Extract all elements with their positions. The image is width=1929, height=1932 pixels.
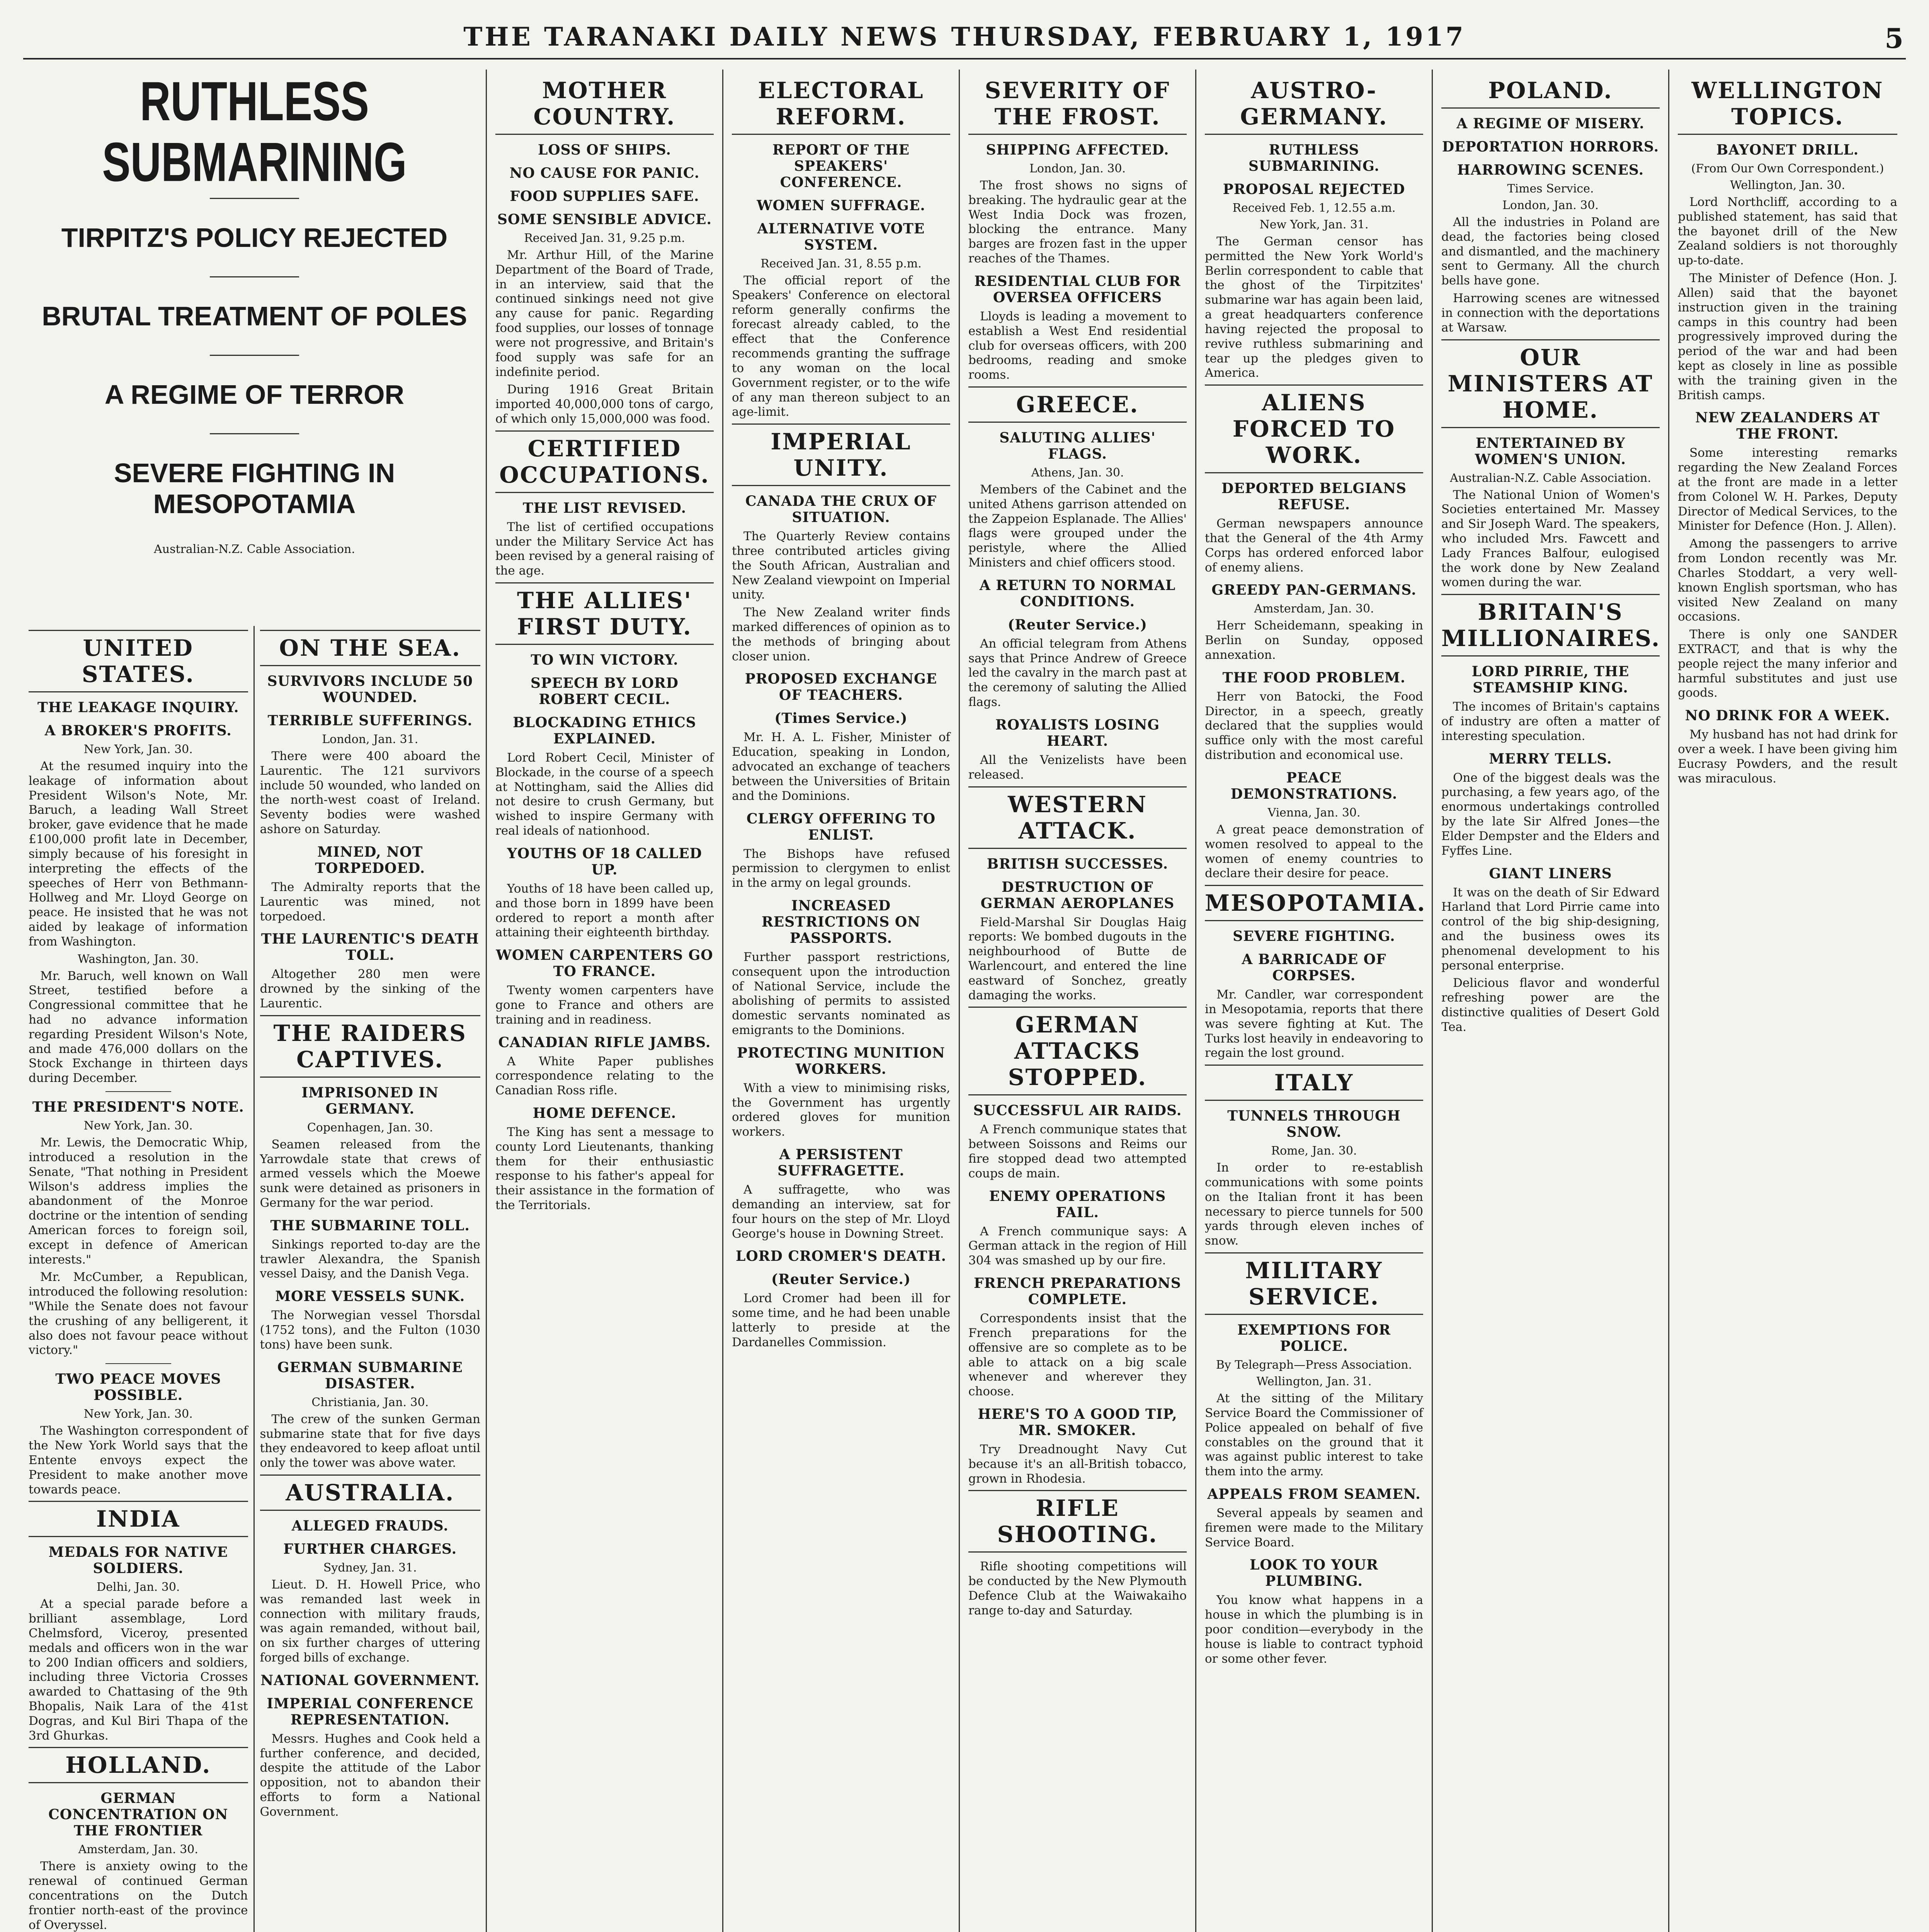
section-head: HOLLAND. — [29, 1747, 248, 1783]
paragraph: Lloyds is leading a movement to establish a West End residential club for overseas officers, with 200 bedrooms, reading and smoke rooms. — [968, 309, 1187, 382]
paragraph: Mr. Arthur Hill, of the Marine Department of the Board of Trade, in an interview, said that the continued sinkings need not give any cause for panic. Regarding food supplies, our losses of tonnage were not progressive, and Britain's food supply was safe for an indefinite period. — [495, 248, 714, 379]
paragraph: At a special parade before a brilliant assemblage, Lord Chelmsford, Viceroy, presented medals and officers won in the war to 200 Indian officers and soldiers, including three Victoria Crosses awarded to Chattasing of the 9th Bhopalis, Naik Lara of the 41st Dogras, and Kul Biri Thapa of the 3rd Ghurkas. — [29, 1597, 248, 1743]
section-head: GERMAN ATTACKS STOPPED. — [968, 1007, 1187, 1095]
paragraph: Sinkings reported to-day are the trawler Alexandra, the Spanish vessel Daisy, and the Danish Vega. — [260, 1237, 480, 1281]
subhead: MORE VESSELS SUNK. — [275, 1288, 465, 1305]
subhead: THE LEAKAGE INQUIRY. — [37, 699, 239, 716]
dateline: Australian-N.Z. Cable Association. — [1450, 471, 1651, 485]
paragraph: Harrowing scenes are witnessed in connection with the deportations at Warsaw. — [1441, 291, 1660, 335]
column-2 — [487, 70, 723, 1932]
section-head: THE ALLIES' FIRST DUTY. — [495, 582, 714, 645]
dateline: Delhi, Jan. 30. — [97, 1580, 180, 1594]
paragraph: Further passport restrictions, consequent upon the introduction of National Service, include the abolishing of permits to assisted domestic servants nominated as emigrants to the Dominions. — [732, 950, 950, 1037]
paragraph: Mr. Lewis, the Democratic Whip, introduced a resolution in the Senate, "That nothing in President Wilson's address implies the abandonment of the Monroe doctrine or the intention of sending American forces to foreign soil, except in defence of American interests." — [29, 1136, 248, 1267]
dateline: Christiania, Jan. 30. — [311, 1395, 429, 1409]
paragraph: There were 400 aboard the Laurentic. The 121 survivors include 50 wounded, who landed on the north-west coast of Ireland. Seventy bodies were washed ashore on Saturday. — [260, 749, 480, 837]
section-head: POLAND. — [1441, 73, 1660, 109]
paragraph: Several appeals by seamen and firemen were made to the Military Service Board. — [1205, 1506, 1423, 1549]
dateline: Amsterdam, Jan. 30. — [1254, 602, 1374, 616]
subhead: A BROKER'S PROFITS. — [44, 723, 232, 739]
subhead: SURVIVORS INCLUDE 50 WOUNDED. — [267, 673, 473, 706]
dateline: New York, Jan. 30. — [83, 1407, 193, 1421]
paragraph: The German censor has permitted the New York World's Berlin correspondent to cable that the ghost of the Tirpitzites' submarine war has again been laid, a great headquarters conference having rejected the proposal to revive ruthless submarining and tear up the pledges given to America. — [1205, 235, 1423, 380]
dateline: New York, Jan. 31. — [1259, 218, 1369, 231]
dateline: Wellington, Jan. 30. — [1730, 179, 1845, 192]
dateline: New York, Jan. 30. — [83, 1119, 193, 1133]
paragraph: Lord Cromer had been ill for some time, and he had been unable latterly to preside at the Dardanelles Commission. — [732, 1291, 950, 1349]
subhead: ENEMY OPERATIONS FAIL. — [989, 1188, 1166, 1221]
subhead: THE LIST REVISED. — [522, 500, 687, 516]
paragraph: The frost shows no signs of breaking. The hydraulic gear at the West India Dock was frozen, blocking the entrance. Many barges are frozen fast in the upper reaches of the Thames. — [968, 179, 1187, 266]
masthead-day: THURSDAY, — [951, 22, 1141, 52]
masthead-title: THE TARANAKI DAILY NEWS — [463, 22, 940, 52]
subhead: DEPORTATION HORRORS. — [1442, 139, 1659, 155]
on-the-sea-column — [255, 626, 486, 1932]
subhead: APPEALS FROM SEAMEN. — [1207, 1486, 1421, 1502]
dateline: Amsterdam, Jan. 30. — [78, 1843, 198, 1857]
subhead: ROYALISTS LOSING HEART. — [995, 716, 1160, 749]
section-head: ON THE SEA. — [260, 630, 481, 666]
subhead: MERRY TELLS. — [1489, 750, 1612, 767]
dateline: Athens, Jan. 30. — [1031, 466, 1124, 480]
subhead: HOME DEFENCE. — [532, 1105, 677, 1121]
paragraph: Lord Northcliff, according to a published statement, has said that the bayonet drill of the New Zealand soldiers is not thoroughly up-to-date. — [1678, 195, 1897, 268]
subhead: RUTHLESS SUBMARINING. — [1248, 142, 1380, 174]
subhead: PROTECTING MUNITION WORKERS. — [737, 1044, 945, 1077]
subhead: (Reuter Service.) — [1008, 616, 1147, 633]
paragraph: A suffragette, who was demanding an interview, sat for four hours on the step of Mr. Lloyd George's house in Downing Street. — [732, 1183, 950, 1241]
paragraph: The official report of the Speakers' Conference on electoral reform generally confirms the forecast already cabled, to the effect that the Conference recommends granting the suffrage to any woman on the local Government register, or to the wife of any man thereon subject to an age-limit. — [732, 274, 950, 419]
section-head: THE RAIDERS CAPTIVES. — [260, 1015, 481, 1078]
subhead: NO CAUSE FOR PANIC. — [509, 165, 700, 181]
section-head: INDIA — [29, 1501, 248, 1537]
column-7 — [1669, 70, 1906, 1932]
subhead: DEPORTED BELGIANS REFUSE. — [1221, 480, 1407, 513]
section-head: WELLINGTON TOPICS. — [1678, 73, 1897, 135]
subhead: THE SUBMARINE TOLL. — [270, 1217, 470, 1234]
paragraph: Rifle shooting competitions will be conducted by the New Plymouth Defence Club at the Waiwakaiho range to-day and Saturday. — [968, 1560, 1187, 1617]
main-headline: RUTHLESS SUBMARINING — [102, 70, 407, 193]
subhead: CLERGY OFFERING TO ENLIST. — [746, 810, 936, 843]
paragraph: Herr von Batocki, the Food Director, in a speech, greatly declared that the supplies would suffice only with the most careful distribution and economical use. — [1205, 689, 1423, 762]
section-head: BRITAIN'S MILLIONAIRES. — [1441, 594, 1660, 656]
paragraph: Youths of 18 have been called up, and those born in 1899 have been ordered to report a month after attaining their eighteenth birthday. — [495, 881, 714, 940]
section-head: GREECE. — [968, 386, 1187, 423]
section-head: AUSTRO-GERMANY. — [1205, 73, 1423, 135]
section-head: ALIENS FORCED TO WORK. — [1205, 384, 1423, 473]
paragraph: The list of certified occupations under the Military Service Act has been revised by a general raising of the age. — [495, 520, 714, 578]
subhead: NATIONAL GOVERNMENT. — [260, 1672, 480, 1689]
paragraph: A French communique states that between Soissons and Reims our fire stopped dead two attempted coups de main. — [968, 1122, 1187, 1180]
paragraph: Mr. H. A. L. Fisher, Minister of Education, speaking in London, advocated an exchange of teachers between the Universities of Britain and the Dominions. — [732, 730, 950, 803]
paragraph: The King has sent a message to county Lord Lieutenants, thanking them for their enthusiastic response to his father's appeal for their assistance in the formation of the Territorials. — [495, 1125, 714, 1213]
paragraph: Mr. McCumber, a Republican, introduced the following resolution: "While the Senate does not favour the crushing of any belligerent, it also does not favour peace without victory." — [29, 1270, 248, 1357]
subhead: A PERSISTENT SUFFRAGETTE. — [777, 1146, 905, 1179]
column-1 — [23, 70, 487, 1932]
paragraph: A White Paper publishes correspondence relating to the Canadian Ross rifle. — [495, 1054, 714, 1098]
subhead: THE LAURENTIC'S DEATH TOLL. — [261, 931, 479, 964]
subhead: BAYONET DRILL. — [1716, 142, 1859, 158]
dateline: Rome, Jan. 30. — [1271, 1144, 1357, 1158]
paragraph: Herr Scheidemann, speaking in Berlin on Sunday, opposed annexation. — [1205, 619, 1423, 662]
subhead: NEW ZEALANDERS AT THE FRONT. — [1695, 410, 1880, 442]
subhead: EXEMPTIONS FOR POLICE. — [1237, 1322, 1391, 1355]
subhead: MEDALS FOR NATIVE SOLDIERS. — [48, 1544, 228, 1577]
paragraph: My husband has not had drink for over a week. I have been giving him Eucrasy Powders, and the result was miraculous. — [1678, 728, 1897, 786]
section-head: ELECTORAL REFORM. — [732, 73, 950, 135]
column-5 — [1196, 70, 1433, 1932]
paragraph: The crew of the sunken German submarine state that for five days they endeavored to keep afloat until only the tower was above water. — [260, 1412, 480, 1470]
paragraph: At the sitting of the Military Service Board the Commissioner of Police appealed on behalf of five constables on the ground that it was against public interest to take them into the army. — [1205, 1391, 1423, 1479]
paragraph: All the Venizelists have been released. — [968, 753, 1187, 782]
paragraph: An official telegram from Athens says that Prince Andrew of Greece led the cavalry in the march past at the ceremony of saluting the Allied flags. — [968, 636, 1187, 709]
subhead: PROPOSAL REJECTED — [1223, 181, 1405, 197]
subhead: LOSS OF SHIPS. — [538, 142, 672, 158]
subhead: SUCCESSFUL AIR RAIDS. — [973, 1102, 1182, 1119]
dateline: Times Service. — [1507, 182, 1594, 196]
subhead: TERRIBLE SUFFERINGS. — [267, 713, 473, 729]
paragraph: During 1916 Great Britain imported 40,000,000 tons of cargo, of which only 15,000,000 was food. — [495, 383, 714, 426]
section-head: UNITED STATES. — [29, 630, 248, 692]
subhead: SEVERE FIGHTING. — [1233, 928, 1395, 945]
subhead: YOUTHS OF 18 CALLED UP. — [507, 845, 702, 878]
subhead: FURTHER CHARGES. — [283, 1541, 457, 1557]
subhead: A RETURN TO NORMAL CONDITIONS. — [979, 577, 1176, 610]
section-head: IMPERIAL UNITY. — [732, 423, 950, 486]
paragraph: You know what happens in a house in which the plumbing is in poor condition—everybody in the house is liable to contract typhoid or some other fever. — [1205, 1593, 1423, 1666]
dateline: Received Jan. 31, 8.55 p.m. — [760, 257, 922, 270]
subhead: GERMAN SUBMARINE DISASTER. — [277, 1359, 463, 1392]
paragraph: Among the passengers to arrive from London recently was Mr. Charles Stoddart, a very well-known English sportsman, who has visited New Zealand on many occasions. — [1678, 537, 1897, 624]
subhead: FOOD SUPPLIES SAFE. — [510, 188, 699, 204]
subhead: FRENCH PREPARATIONS COMPLETE. — [974, 1275, 1181, 1308]
paragraph: Twenty women carpenters have gone to France and others are training and in readiness. — [495, 983, 714, 1027]
subhead: PROPOSED EXCHANGE OF TEACHERS. — [745, 671, 937, 704]
paragraph: Members of the Cabinet and the united Athens garrison attended on the Zappeion Esplanade. The Allies' flags were grouped under the peristyle, where the Allied Ministers and chief officers stood. — [968, 482, 1187, 570]
subhead: RESIDENTIAL CLUB FOR OVERSEA OFFICERS — [974, 273, 1181, 306]
paragraph: Try Dreadnought Navy Cut because it's an all-British tobacco, grown in Rhodesia. — [968, 1442, 1187, 1486]
dateline: By Telegraph—Press Association. — [1216, 1358, 1412, 1372]
dateline: Received Feb. 1, 12.55 a.m. — [1232, 201, 1396, 215]
page-number: 5 — [1885, 22, 1906, 54]
masthead-date: FEBRUARY 1, 1917 — [1153, 22, 1466, 52]
subhead: BLOCKADING ETHICS EXPLAINED. — [513, 714, 696, 747]
paragraph: The Quarterly Review contains three contributed articles giving the South African, Australian and New Zealand viewpoint on Imperial unity. — [732, 529, 950, 602]
dateline: New York, Jan. 30. — [83, 743, 193, 756]
paragraph: Mr. Baruch, well known on Wall Street, testified before a Congressional committee that he had no advance information regarding President Wilson's Note, and made 476,000 dollars on the Stock Exchange in thirteen days during December. — [29, 969, 248, 1085]
masthead — [23, 15, 1906, 60]
headline-3: BRUTAL TREATMENT OF POLES — [42, 301, 467, 331]
section-head: ITALY — [1205, 1065, 1423, 1101]
section-head: WESTERN ATTACK. — [968, 786, 1187, 849]
subhead: THE PRESIDENT'S NOTE. — [32, 1099, 244, 1116]
subhead: MINED, NOT TORPEDOED. — [315, 844, 425, 876]
dateline: Received Jan. 31, 9.25 p.m. — [524, 231, 685, 245]
paragraph: The New Zealand writer finds marked differences of opinion as to the methods of bringing about closer union. — [732, 605, 950, 663]
paragraph: Seamen released from the Yarrowdale state that crews of armed vessels which the Moewe sunk were detained as prisoners in Germany for the war period. — [260, 1137, 480, 1210]
paragraph: The incomes of Britain's captains of industry are often a matter of interesting speculation. — [1441, 700, 1660, 743]
subhead: BRITISH SUCCESSES. — [987, 855, 1169, 872]
section-head: OUR MINISTERS AT HOME. — [1441, 339, 1660, 428]
subhead: REPORT OF THE SPEAKERS' CONFERENCE. — [772, 142, 910, 190]
subhead: (Reuter Service.) — [771, 1271, 911, 1288]
paragraph: German newspapers announce that the General of the 4th Army Corps has ordered enforced labor of enemy aliens. — [1205, 517, 1423, 575]
cable-credit: Australian-N.Z. Cable Association. — [154, 543, 355, 556]
subhead: GERMAN CONCENTRATION ON THE FRONTIER — [48, 1790, 228, 1839]
paragraph: A great peace demonstration of women resolved to appeal to the women of enemy countries to declare their desire for peace. — [1205, 822, 1423, 881]
dateline: (From Our Own Correspondent.) — [1691, 162, 1884, 175]
subhead: HERE'S TO A GOOD TIP, MR. SMOKER. — [978, 1406, 1177, 1439]
subhead: LOOK TO YOUR PLUMBING. — [1250, 1557, 1378, 1590]
headline-4: A REGIME OF TERROR — [104, 379, 405, 410]
subhead: (Times Service.) — [774, 710, 908, 727]
subhead: SOME SENSIBLE ADVICE. — [497, 211, 712, 228]
subhead: TUNNELS THROUGH SNOW. — [1227, 1108, 1401, 1141]
subhead: A REGIME OF MISERY. — [1456, 116, 1645, 132]
subhead: LORD PIRRIE, THE STEAMSHIP KING. — [1471, 663, 1630, 696]
headline-5: SEVERE FIGHTING IN MESOPOTAMIA — [114, 458, 395, 519]
paragraph: One of the biggest deals was the purchasing, a few years ago, of the enormous undertakings controlled by the late Sir Alfred Jones—the Elder Dempster and the Elders and Fyffes Line. — [1441, 770, 1660, 858]
subhead: CANADIAN RIFLE JAMBS. — [498, 1034, 711, 1051]
section-head: MOTHER COUNTRY. — [495, 73, 714, 135]
subhead: GIANT LINERS — [1489, 865, 1612, 882]
paragraph: Lieut. D. H. Howell Price, who was remanded last week in connection with military frauds, was again remanded, without bail, on six further charges of uttering forged bills of exchange. — [260, 1577, 480, 1665]
dateline: Washington, Jan. 30. — [78, 952, 199, 966]
subhead: INCREASED RESTRICTIONS ON PASSPORTS. — [761, 897, 921, 946]
subhead: TO WIN VICTORY. — [531, 652, 679, 668]
section-head: AUSTRALIA. — [260, 1475, 481, 1511]
subhead: PEACE DEMONSTRATIONS. — [1230, 769, 1398, 802]
paragraph: It was on the death of Sir Edward Harland that Lord Pirrie came into control of the big ship-designing, and the business owes its phenomenal development to his personal enterprise. — [1441, 885, 1660, 973]
headline-2: TIRPITZ'S POLICY REJECTED — [61, 223, 448, 253]
columns — [23, 70, 1906, 1932]
subhead: SPEECH BY LORD ROBERT CECIL. — [531, 675, 679, 707]
column-3 — [723, 70, 960, 1932]
paragraph: Field-Marshal Sir Douglas Haig reports: We bombed dugouts in the neighbourhood of Butte de Warlencourt, and entered the line eastward of Sonchez, greatly damaging the works. — [968, 915, 1187, 1002]
paragraph: Altogether 280 men were drowned by the sinking of the Laurentic. — [260, 967, 480, 1010]
section-head: MILITARY SERVICE. — [1205, 1252, 1423, 1315]
paragraph: Correspondents insist that the French preparations for the offensive are so complete as to be able to attack on a big scale whenever and wherever they choose. — [968, 1311, 1187, 1399]
paragraph: The National Union of Women's Societies entertained Mr. Massey and Sir Joseph Ward. The speakers, who included Mrs. Fawcett and Lady Frances Balfour, eulogised the work done by New Zealand women during the war. — [1441, 488, 1660, 590]
subhead: LORD CROMER'S DEATH. — [736, 1248, 946, 1265]
subhead: THE FOOD PROBLEM. — [1222, 669, 1406, 686]
paragraph: In order to re-establish communications with some points on the Italian front it has been necessary to pierce tunnels for 500 yards through eleven inches of snow. — [1205, 1161, 1423, 1248]
dateline: London, Jan. 30. — [1029, 162, 1126, 175]
paragraph: At the resumed inquiry into the leakage of information about President Wilson's Note, Mr. Baruch, a leading Wall Street broker, gave evidence that he made £100,000 profit late in December, simply because of his foresight in interpreting the effects of the speeches of Herr von Bethmann-Hollweg and Mr. Lloyd George on peace. He insisted that he was not aided by leakage of information from Washington. — [29, 759, 248, 949]
subhead: WOMEN CARPENTERS GO TO FRANCE. — [496, 947, 713, 980]
subhead: A BARRICADE OF CORPSES. — [1242, 951, 1386, 984]
column-1-split — [23, 626, 486, 1932]
paragraph: The Admiralty reports that the Laurentic was mined, not torpedoed. — [260, 880, 480, 923]
subhead: ALTERNATIVE VOTE SYSTEM. — [757, 221, 925, 253]
paragraph: There is anxiety owing to the renewal of continued German concentrations on the Dutch frontier north-east of the province of Overyssel. — [29, 1859, 248, 1932]
paragraph: The Washington correspondent of the New York World says that the Entente envoys expect the President to make another move towards peace. — [29, 1424, 248, 1497]
paragraph: Some interesting remarks regarding the New Zealand Forces at the front are made in a letter from Colonel W. H. Parkes, Deputy Director of Medical Services, to the Minister for Defence (Hon. J. Allen). — [1678, 446, 1897, 533]
paragraph: Mr. Candler, war correspondent in Mesopotamia, reports that there was severe fighting at Kut. The Turks lost heavily in endeavoring to regain the lost ground. — [1205, 988, 1423, 1060]
dateline: London, Jan. 30. — [1502, 199, 1599, 212]
section-head: MESOPOTAMIA. — [1205, 885, 1423, 921]
paragraph: There is only one SANDER EXTRACT, and that is why the people reject the many inferior and harmful substitutes and just use goods. — [1678, 628, 1897, 700]
subhead: TWO PEACE MOVES POSSIBLE. — [55, 1371, 221, 1404]
dateline: London, Jan. 31. — [322, 733, 418, 746]
paragraph: The Bishops have refused permission to clergymen to enlist in the army on legal grounds. — [732, 847, 950, 890]
section-head: CERTIFIED OCCUPATIONS. — [495, 430, 714, 493]
paragraph: Messrs. Hughes and Cook held a further conference, and decided, despite the attitude of the Labor opposition, not to abandon their efforts to form a National Government. — [260, 1731, 480, 1819]
subhead: ENTERTAINED BY WOMEN'S UNION. — [1475, 435, 1626, 468]
subhead: WOMEN SUFFRAGE. — [757, 197, 925, 214]
subhead: NO DRINK FOR A WEEK. — [1685, 707, 1890, 724]
subhead: HARROWING SCENES. — [1457, 162, 1644, 178]
paragraph: All the industries in Poland are dead, the factories being closed and dismantled, and the machinery sent to Germany. All the church bells have gone. — [1441, 215, 1660, 288]
paragraph: Delicious flavor and wonderful refreshing power are the distinctive qualities of Desert Gold Tea. — [1441, 976, 1660, 1034]
subhead: DESTRUCTION OF GERMAN AEROPLANES — [980, 879, 1175, 912]
subhead: GREEDY PAN-GERMANS. — [1211, 582, 1417, 599]
subhead: IMPERIAL CONFERENCE REPRESENTATION. — [267, 1695, 474, 1728]
dateline: Wellington, Jan. 31. — [1256, 1375, 1372, 1389]
subhead: SHIPPING AFFECTED. — [986, 142, 1169, 158]
column-4 — [960, 70, 1196, 1932]
paragraph: A French communique says: A German attack in the region of Hill 304 was smashed up by our fire. — [968, 1224, 1187, 1268]
dateline: Sydney, Jan. 31. — [323, 1561, 417, 1575]
paragraph: The Minister of Defence (Hon. J. Allen) said that the bayonet instruction given in the training camps in this country had been progressively improved during the period of the war and had been kept as closely in line as possible with the training given in the British camps. — [1678, 271, 1897, 402]
dateline: Copenhagen, Jan. 30. — [307, 1121, 433, 1134]
paragraph: With a view to minimising risks, the Government has urgently ordered gloves for munition workers. — [732, 1081, 950, 1139]
column-6 — [1433, 70, 1669, 1932]
section-head: RIFLE SHOOTING. — [968, 1490, 1187, 1553]
united-states-column — [23, 626, 255, 1932]
paragraph: The Norwegian vessel Thorsdal (1752 tons), and the Fulton (1030 tons) have been sunk. — [260, 1308, 480, 1352]
subhead: IMPRISONED IN GERMANY. — [301, 1084, 439, 1117]
subhead: CANADA THE CRUX OF SITUATION. — [745, 493, 937, 526]
subhead: SALUTING ALLIES' FLAGS. — [999, 429, 1156, 462]
section-head: SEVERITY OF THE FROST. — [968, 73, 1187, 135]
dateline: Vienna, Jan. 30. — [1267, 806, 1361, 820]
paragraph: Lord Robert Cecil, Minister of Blockade, in the course of a speech at Nottingham, said the Allies did not desire to crush Germany, but wished to inspire Germany with real ideals of nationhood. — [495, 751, 714, 838]
subhead: ALLEGED FRAUDS. — [291, 1517, 449, 1534]
